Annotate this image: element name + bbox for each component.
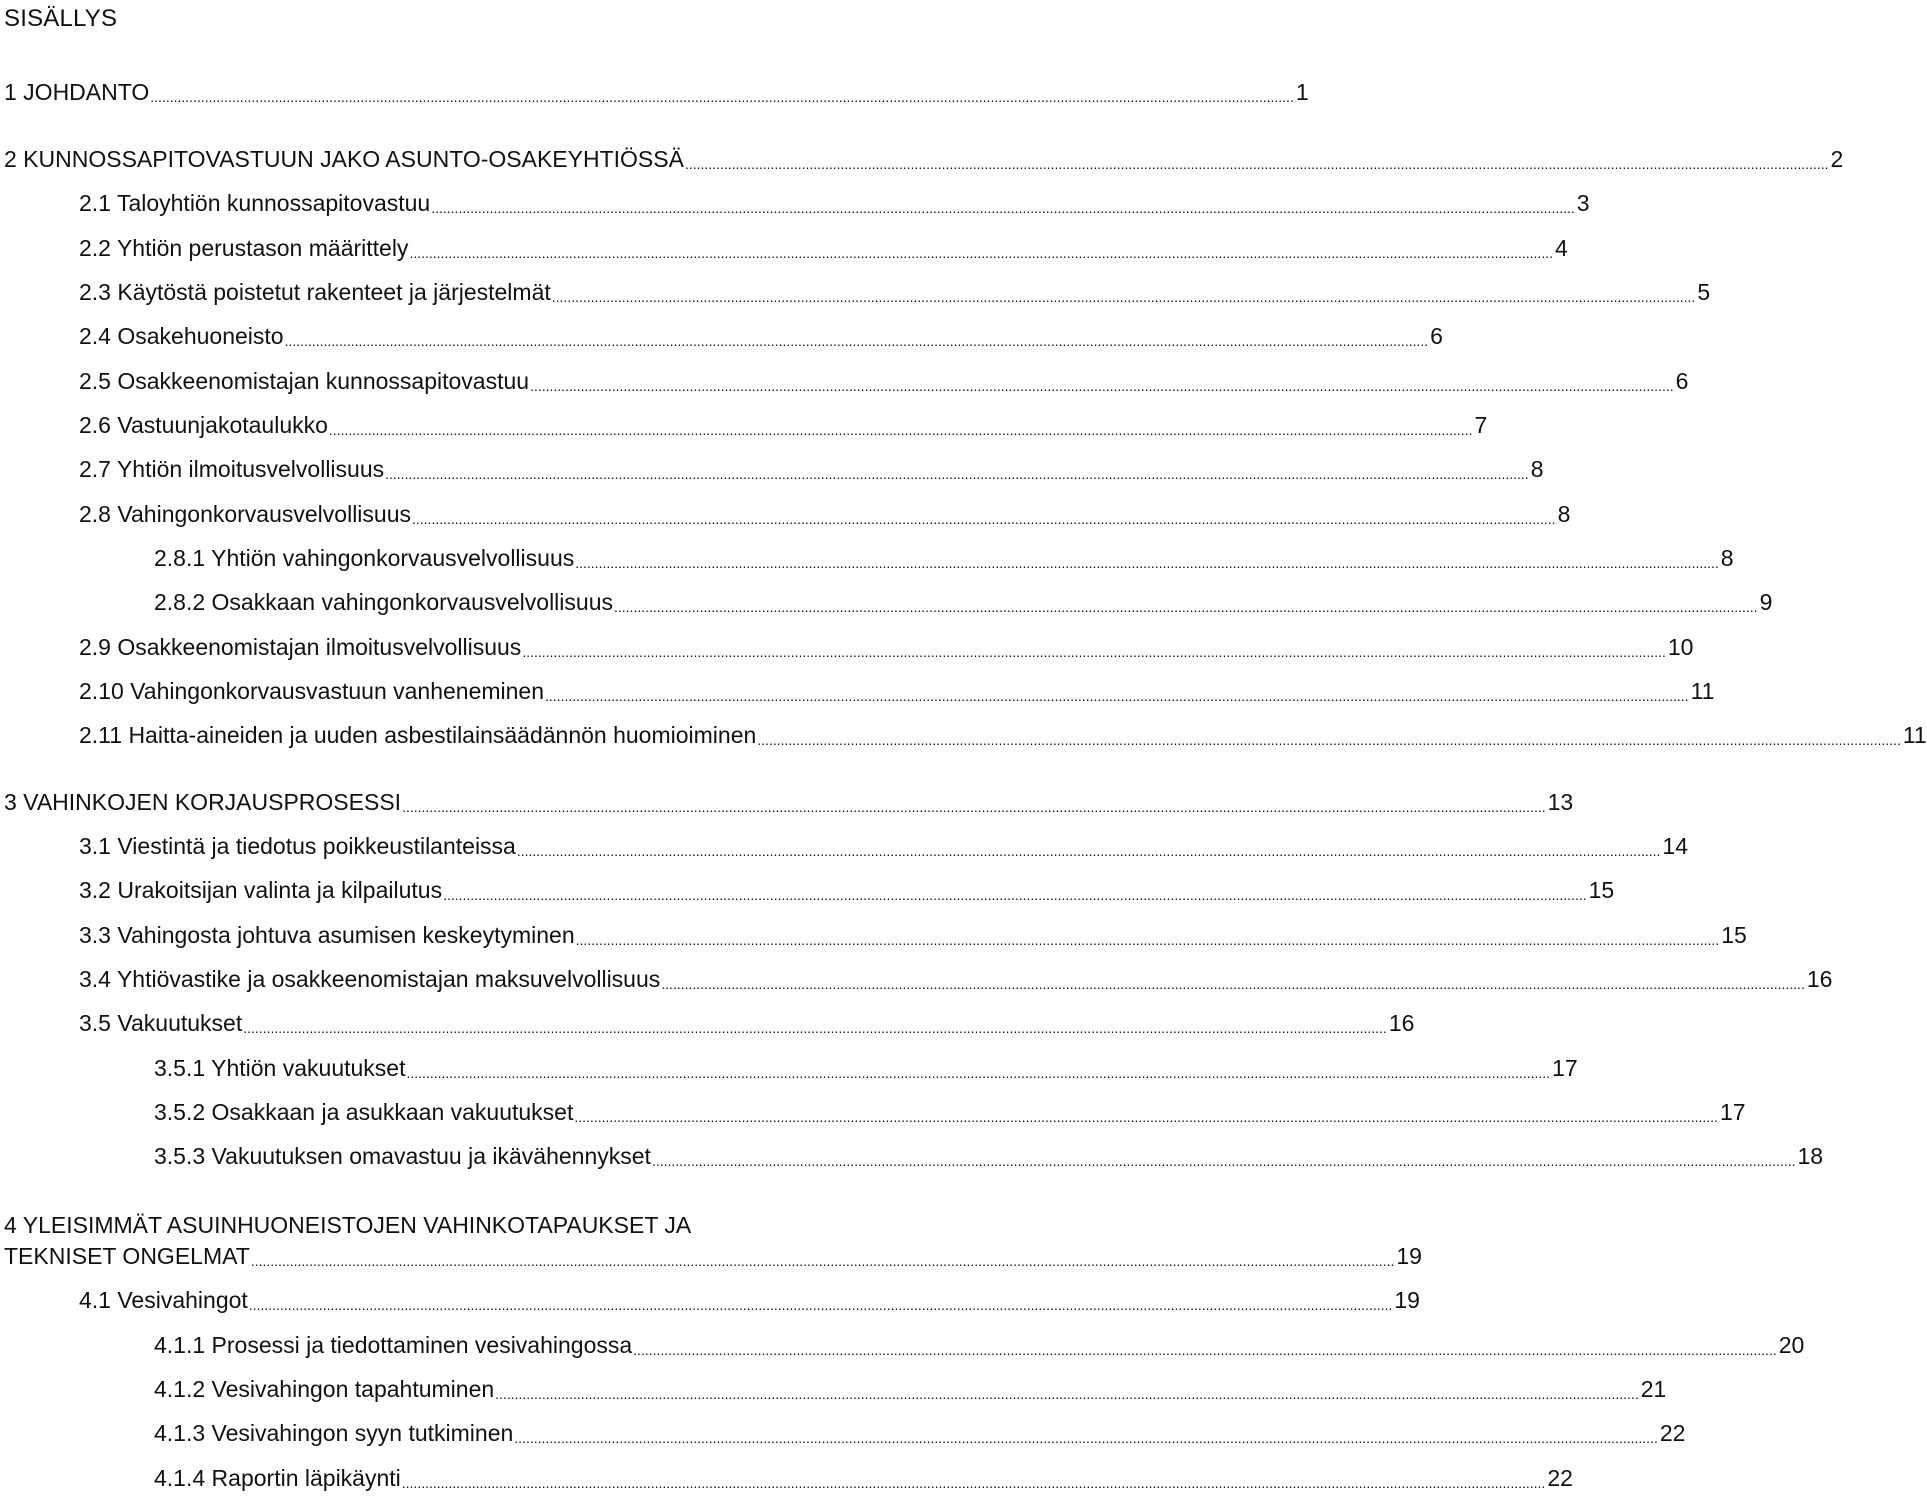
toc-entry[interactable] (154, 1140, 1824, 1170)
toc-leader: ...................................................................................................................................................................................................................................................................................................... (401, 1475, 1546, 1491)
toc-leader: ...................................................................................................................................................................................................................................................................................................... (574, 1109, 1718, 1125)
toc-entry-page: 14 (1662, 833, 1688, 859)
toc-entry[interactable] (79, 631, 1694, 661)
toc-entry[interactable] (79, 919, 1747, 949)
toc-entry-page: 10 (1667, 634, 1694, 660)
toc-entry-page: 20 (1778, 1332, 1805, 1358)
toc-leader: ...................................................................................................................................................................................................................................................................................................... (248, 1297, 1393, 1313)
toc-entry-page: 16 (1388, 1010, 1415, 1036)
toc-entry[interactable] (79, 830, 1688, 860)
toc-entry-page: 19 (1396, 1243, 1422, 1269)
toc-entry-page: 22 (1547, 1465, 1573, 1491)
toc-entry-page: 11 (1690, 678, 1715, 704)
toc-entry-title: 2 KUNNOSSAPITOVASTUUN JAKO ASUNTO-OSAKEYHTIÖSSÄ (4, 146, 684, 172)
toc-entry-title: 2.9 Osakkeenomistajan ilmoitusvelvollisuus (79, 634, 522, 660)
toc-leader: ...................................................................................................................................................................................................................................................................................................... (516, 843, 1661, 859)
toc-entry-title: 2.8.2 Osakkaan vahingonkorvausvelvollisuus (154, 589, 613, 615)
toc-entry-title: 2.10 Vahingonkorvausvastuun vanheneminen (79, 678, 545, 704)
toc-leader: ...................................................................................................................................................................................................................................................................................................... (385, 466, 1529, 482)
toc-leader: ...................................................................................................................................................................................................................................................................................................... (530, 378, 1674, 394)
toc-entry[interactable] (79, 719, 1927, 749)
toc-entry[interactable] (79, 276, 1711, 306)
toc-entry-heading-line1: 4 YLEISIMMÄT ASUINHUONEISTOJEN VAHINKOTAPAUKSET JA (4, 1212, 692, 1238)
toc-entry-title: 4.1.1 Prosessi ja tiedottaminen vesivahingossa (154, 1332, 633, 1358)
toc-entry-page: 8 (1720, 545, 1734, 571)
toc-entry-title: 1 JOHDANTO (4, 79, 150, 105)
toc-entry-title: 3.5.3 Vakuutuksen omavastuu ja ikävähennykset (154, 1143, 651, 1169)
toc-leader: ...................................................................................................................................................................................................................................................................................................... (250, 1253, 1395, 1269)
toc-entry-page: 6 (1675, 368, 1689, 394)
toc-entry-title: 3.2 Urakoitsijan valinta ja kilpailutus (79, 877, 443, 903)
toc-leader: ...................................................................................................................................................................................................................................................................................................... (443, 887, 1587, 903)
toc-leader: ...................................................................................................................................................................................................................................................................................................... (575, 555, 1719, 571)
toc-leader: ...................................................................................................................................................................................................................................................................................................... (651, 1153, 1796, 1169)
toc-entry[interactable] (79, 874, 1615, 904)
toc-entry-title: 2.1 Taloyhtiön kunnossapitovastuu (79, 190, 431, 216)
toc-entry[interactable] (154, 1462, 1573, 1492)
toc-entry-title: 2.8 Vahingonkorvausvelvollisuus (79, 501, 411, 527)
toc-entry-title: 2.8.1 Yhtiön vahingonkorvausvelvollisuus (154, 545, 575, 571)
toc-entry-title: 2.6 Vastuunjakotaulukko (79, 412, 328, 438)
toc-leader: ...................................................................................................................................................................................................................................................................................................... (614, 599, 1758, 615)
toc-entry-title: 4.1.3 Vesivahingon syyn tutkiminen (154, 1420, 514, 1446)
toc-leader: ...................................................................................................................................................................................................................................................................................................... (551, 289, 1696, 305)
toc-entry[interactable] (79, 453, 1544, 483)
toc-entry-title: 2.3 Käytöstä poistetut rakenteet ja järjestelmät (79, 279, 551, 305)
toc-entry[interactable] (79, 187, 1590, 217)
toc-entry-page: 17 (1719, 1099, 1746, 1125)
toc-entry[interactable] (79, 963, 1833, 993)
toc-entry-page: 8 (1530, 456, 1544, 482)
toc-entry-title: 3 VAHINKOJEN KORJAUSPROSESSI (4, 789, 402, 815)
toc-entry-title: 2.5 Osakkeenomistajan kunnossapitovastuu (79, 368, 530, 394)
toc-entry-page: 8 (1557, 501, 1571, 527)
toc-entry[interactable] (4, 786, 1574, 816)
toc-entry[interactable] (154, 1373, 1667, 1403)
toc-leader: ...................................................................................................................................................................................................................................................................................................... (431, 200, 1575, 216)
toc-leader: ...................................................................................................................................................................................................................................................................................................... (284, 333, 1429, 349)
toc-entry-title: 3.5.2 Osakkaan ja asukkaan vakuutukset (154, 1099, 574, 1125)
toc-entry[interactable] (79, 365, 1689, 395)
toc-entry-page: 2 (1830, 146, 1844, 172)
toc-entry[interactable] (154, 1052, 1578, 1082)
toc-entry[interactable] (79, 1284, 1420, 1314)
toc-leader: ...................................................................................................................................................................................................................................................................................................... (243, 1020, 1387, 1036)
toc-entry[interactable] (154, 542, 1734, 572)
toc-entry-title: 3.5.1 Yhtiön vakuutukset (154, 1055, 406, 1081)
toc-heading: SISÄLLYS (4, 5, 118, 32)
toc-entry-page: 1 (1295, 79, 1309, 105)
toc-entry-page: 17 (1552, 1055, 1578, 1081)
toc-entry[interactable] (154, 1329, 1805, 1359)
toc-entry-title: 2.7 Yhtiön ilmoitusvelvollisuus (79, 456, 385, 482)
toc-entry-title: 3.4 Yhtiövastike ja osakkeenomistajan maksuvelvollisuus (79, 966, 661, 992)
toc-entry-page: 15 (1588, 877, 1615, 903)
toc-entry-page: 7 (1474, 412, 1488, 438)
toc-leader: ...................................................................................................................................................................................................................................................................................................... (150, 89, 1294, 105)
toc-entry[interactable] (4, 143, 1844, 173)
toc-entry-title: 3.1 Viestintä ja tiedotus poikkeustilanteissa (79, 833, 516, 859)
toc-entry[interactable] (4, 1240, 1422, 1270)
toc-leader: ...................................................................................................................................................................................................................................................................................................... (402, 799, 1546, 815)
toc-entry-page: 3 (1576, 190, 1590, 216)
toc-entry[interactable] (4, 76, 1309, 106)
toc-entry-page: 6 (1430, 323, 1443, 349)
toc-leader: ...................................................................................................................................................................................................................................................................................................... (495, 1386, 1639, 1402)
toc-entry-title: 3.3 Vahingosta johtuva asumisen keskeytyminen (79, 922, 575, 948)
toc-leader: ...................................................................................................................................................................................................................................................................................................... (633, 1342, 1777, 1358)
toc-leader: ...................................................................................................................................................................................................................................................................................................... (575, 932, 1720, 948)
toc-leader: ...................................................................................................................................................................................................................................................................................................... (328, 422, 1473, 438)
toc-entry-title: 2.4 Osakehuoneisto (79, 323, 284, 349)
toc-entry[interactable] (79, 320, 1443, 350)
toc-leader: ...................................................................................................................................................................................................................................................................................................... (514, 1430, 1658, 1446)
toc-entry[interactable] (79, 498, 1571, 528)
toc-entry-title: 2.11 Haitta-aineiden ja uuden asbestilainsäädännön huomioiminen (79, 722, 757, 748)
toc-leader: ...................................................................................................................................................................................................................................................................................................... (409, 245, 1553, 261)
toc-entry-title: TEKNISET ONGELMAT (4, 1243, 250, 1269)
toc-leader: ...................................................................................................................................................................................................................................................................................................... (545, 688, 1689, 704)
toc-leader: ...................................................................................................................................................................................................................................................................................................... (757, 732, 1901, 748)
toc-entry-title: 4.1 Vesivahingot (79, 1287, 248, 1313)
toc-entry-title: 2.2 Yhtiön perustason määrittely (79, 235, 409, 261)
toc-entry[interactable] (154, 1096, 1746, 1126)
toc-entry[interactable] (79, 232, 1568, 262)
toc-leader: ...................................................................................................................................................................................................................................................................................................... (522, 644, 1666, 660)
toc-entry-page: 13 (1547, 789, 1574, 815)
toc-entry[interactable] (154, 1417, 1686, 1447)
toc-entry-page: 22 (1659, 1420, 1686, 1446)
toc-entry-title: 4.1.2 Vesivahingon tapahtuminen (154, 1376, 495, 1402)
toc-entry-page: 16 (1806, 966, 1833, 992)
toc-entry-page: 21 (1640, 1376, 1667, 1402)
toc-leader: ...................................................................................................................................................................................................................................................................................................... (684, 156, 1829, 172)
toc-entry-page: 19 (1394, 1287, 1420, 1313)
toc-entry-page: 15 (1721, 922, 1747, 948)
toc-entry[interactable] (79, 409, 1488, 439)
toc-entry[interactable] (79, 1007, 1415, 1037)
toc-leader: ...................................................................................................................................................................................................................................................................................................... (412, 511, 1556, 527)
toc-entry[interactable] (154, 586, 1773, 616)
toc-entry-title: 3.5 Vakuutukset (79, 1010, 243, 1036)
toc-entry-page: 4 (1555, 235, 1568, 261)
toc-leader: ...................................................................................................................................................................................................................................................................................................... (406, 1065, 1551, 1081)
toc-leader: ...................................................................................................................................................................................................................................................................................................... (661, 976, 1805, 992)
toc-entry-page: 18 (1797, 1143, 1824, 1169)
toc-entry[interactable] (79, 675, 1715, 705)
toc-entry-page: 11 (1902, 722, 1927, 748)
toc-entry-page: 5 (1697, 279, 1711, 305)
toc-entry-page: 9 (1759, 589, 1773, 615)
toc-entry-title: 4.1.4 Raportin läpikäynti (154, 1465, 401, 1491)
